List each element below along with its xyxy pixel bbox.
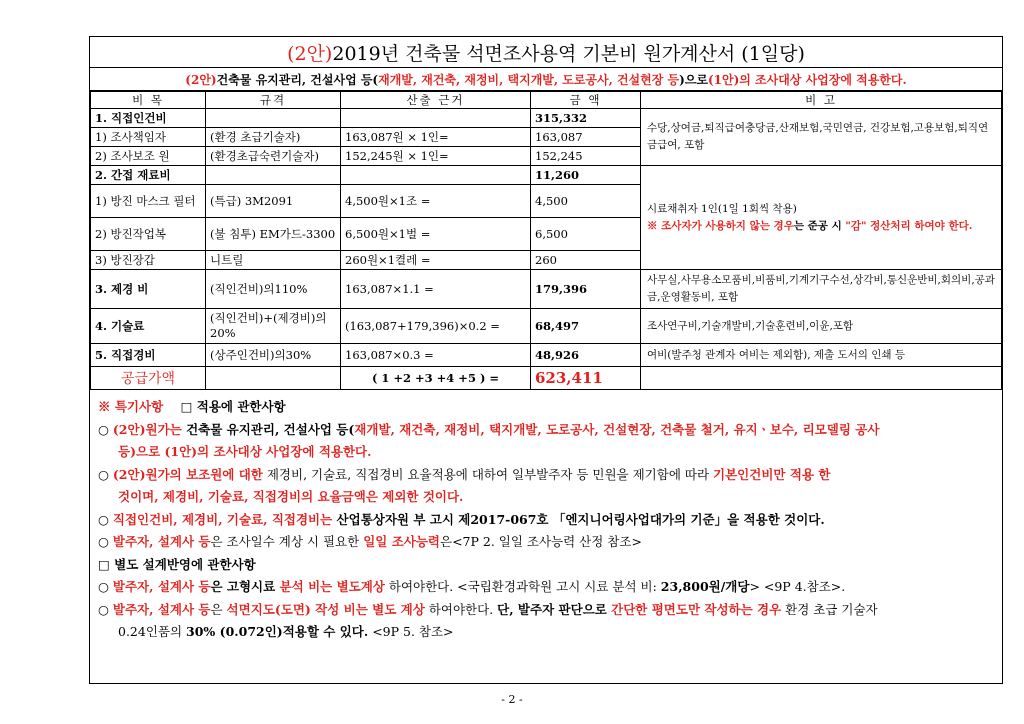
cell-basis [341, 109, 531, 128]
bullet: ○ [98, 534, 113, 549]
note-text: 은 고형시료 [210, 579, 280, 594]
cell-note: 조사연구비,기술개발비,기술훈련비,이윤,포함 [641, 309, 1002, 344]
cell-amount: 48,926 [531, 344, 641, 367]
note-text: 23,800원/개당 [660, 579, 750, 594]
cell-spec: (특급) 3M2091 [206, 185, 341, 218]
application-heading: □ 적용에 관한사항 [180, 399, 286, 414]
note-paragraph [98, 509, 994, 532]
note-emph: "감" 정산처리 하여야 한다. [845, 219, 973, 232]
note-emph: 분석 비는 별도계상 [279, 579, 385, 594]
note-text: <9P 5. 참조> [368, 624, 454, 639]
cell-spec: (환경 초급기술자) [206, 128, 341, 147]
cell-item: 4. 기술료 [91, 309, 206, 344]
note-paragraph-cont: 등)으로 (1안)의 조사대상 사업장에 적용한다. [118, 444, 372, 459]
table-header-row [91, 92, 1002, 109]
cell-basis: 6,500원×1벌 = [341, 218, 531, 251]
cell-item: 1. 직접인건비 [91, 109, 206, 128]
cell-note [641, 367, 1002, 390]
cell-basis: 260원×1켤레 = [341, 251, 531, 270]
col-header-spec: 규격 [206, 92, 341, 109]
bullet: ○ [98, 421, 113, 437]
cell-basis: 163,087원 × 1인= [341, 128, 531, 147]
cell-basis: 163,087×0.3 = [341, 344, 531, 367]
cell-amount: 6,500 [531, 218, 641, 251]
note-text: 단, 발주자 판단으로 [497, 601, 607, 617]
total-row [91, 367, 1002, 390]
note-paragraph-cont [98, 621, 994, 644]
note-emph: 재개발, 재건축, 재정비, 택지개발, 도로공사, 건설현장, 건축물 철거, 유지ㆍ보수, 리모델링 공사 [354, 421, 880, 437]
total-basis: ( 1 +2 +3 +4 +5 ) = [341, 367, 531, 390]
cell-spec: 니트릴 [206, 251, 341, 270]
note-emph: 발주자, 설계사 등 [112, 534, 211, 549]
subtitle-d: )으로 [679, 72, 708, 87]
note-text: 은 조사일수 계상 시 필요한 [210, 534, 364, 549]
table-row [91, 344, 1002, 367]
note-emph: 직접인건비, 제경비, 기술료, 직접경비는 [112, 511, 333, 527]
note-text: > <9P 4.참조>. [749, 579, 846, 594]
cell-note: 수당,상여금,퇴직급여충당금,산재보험,국민연금, 건강보험,고용보험,퇴직연금급여, 포함 [641, 109, 1002, 166]
note-emph: 발주자, 설계사 등 [112, 579, 211, 594]
page-number: - 2 - [501, 693, 523, 706]
bullet: ○ [98, 579, 113, 594]
table-row [91, 109, 1002, 128]
cost-table [90, 91, 1002, 390]
note-paragraph [98, 576, 994, 599]
subtitle-e: (1안)의 조사대상 사업장에 적용한다. [707, 72, 907, 87]
note-paragraph [98, 464, 994, 487]
cell-item: 2) 조사보조 원 [91, 147, 206, 166]
note-paragraph [98, 531, 994, 554]
note-emph: 기본인건비만 적용 한 [713, 466, 831, 482]
cell-item: 2. 간접 재료비 [91, 166, 206, 185]
cell-item: 1) 방진 마스크 필터 [91, 185, 206, 218]
col-header-basis: 산출 근거 [341, 92, 531, 109]
cell-item: 1) 조사책임자 [91, 128, 206, 147]
note-text: 건축물 유지관리, 건설사업 등( [181, 421, 355, 437]
cell-spec: (환경초급숙련기술자) [206, 147, 341, 166]
cell-amount: 163,087 [531, 128, 641, 147]
cell-item: 2) 방진작업복 [91, 218, 206, 251]
note-emph: 발주자, 설계사 등 [112, 601, 211, 617]
note-emph: 간단한 평면도만 작성하는 경우 [606, 601, 782, 617]
separate-design-heading: □ 별도 설계반영에 관한사항 [98, 556, 256, 572]
cell-item: 3. 제경 비 [91, 270, 206, 309]
page-title [90, 37, 1002, 68]
note-emph: (2안)원가의 보조원에 대한 [112, 466, 263, 482]
note-emph: 30% (0.072인)적용할 수 있다. [186, 624, 369, 639]
note-paragraph [98, 599, 994, 622]
note-text: 제경비, 기술료, 직접경비 요율적용에 대하여 일부발주자 등 민원을 제기함에 따라 [262, 466, 714, 482]
cell-amount: 68,497 [531, 309, 641, 344]
col-header-note: 비 고 [641, 92, 1002, 109]
cell-spec [206, 367, 341, 390]
cell-spec [206, 166, 341, 185]
note-text: 0.24인품의 [118, 624, 187, 639]
cell-note [641, 166, 1002, 270]
col-header-item: 비 목 [91, 92, 206, 109]
note-text: 하여야한다. <국립환경과학원 고시 시료 분석 비: [384, 579, 661, 594]
note-emph: (2안)원가는 [112, 421, 182, 437]
subtitle-b: 건축물 유지관리, 건설사업 등( [216, 72, 379, 87]
subtitle [90, 68, 1002, 91]
note-line [647, 218, 995, 235]
cell-basis [341, 166, 531, 185]
cell-item: 5. 직접경비 [91, 344, 206, 367]
bullet: ○ [98, 601, 113, 617]
note-text: 환경 초급 기술자 [781, 601, 878, 617]
special-notes-label: ※ 특기사항 [98, 399, 164, 414]
note-text: 하여야한다. [424, 601, 498, 617]
cell-spec: (불 침투) EM가드-3300 [206, 218, 341, 251]
cell-note: 사무실,사무용소모품비,비품비,기계기구수선,상각비,통신운반비,회의비,공과금,운영활동비, 포함 [641, 270, 1002, 309]
note-line: 시료채취자 1인(1일 1회씩 착용) [647, 202, 797, 215]
cell-basis: 4,500원×1조 = [341, 185, 531, 218]
bullet: ○ [98, 511, 113, 527]
table-row [91, 309, 1002, 344]
note-paragraph [98, 419, 994, 442]
cell-item: 3) 방진장갑 [91, 251, 206, 270]
note-text: 은 [210, 601, 227, 617]
cost-sheet-frame [89, 36, 1003, 684]
cell-amount: 11,260 [531, 166, 641, 185]
bullet: ○ [98, 466, 113, 482]
cell-amount: 152,245 [531, 147, 641, 166]
note-emph: 석면지도(도면) 작성 비는 별도 계상 [226, 601, 425, 617]
note-paragraph-cont: 것이며, 제경비, 기술료, 직접경비의 요율금액은 제외한 것이다. [118, 489, 464, 504]
cell-spec: (직인건비)+(제경비)의20% [206, 309, 341, 344]
total-label: 공급가액 [91, 367, 206, 390]
cell-amount: 315,332 [531, 109, 641, 128]
subtitle-c: 재개발, 재건축, 재정비, 택지개발, 도로공사, 건설현장 등 [378, 72, 680, 87]
table-row [91, 270, 1002, 309]
cell-amount: 179,396 [531, 270, 641, 309]
note-emph: 일일 조사능력 [363, 534, 440, 549]
cell-spec: (상주인건비)의30% [206, 344, 341, 367]
total-amount: 623,411 [531, 367, 641, 390]
cell-basis: 152,245원 × 1인= [341, 147, 531, 166]
note-text: 산업통상자원 부 고시 제2017-067호 「엔지니어링사업대가의 기준」을 적용한 것이다. [332, 511, 825, 527]
cell-basis: (163,087+179,396)×0.2 = [341, 309, 531, 344]
note-emph: ※ 조사자가 사용하지 않는 경우 [647, 219, 794, 232]
note-text: 는 준공 시 [793, 219, 846, 232]
notes-heading [98, 396, 994, 419]
cell-spec [206, 109, 341, 128]
notes-section [90, 390, 1002, 644]
col-header-amount: 금 액 [531, 92, 641, 109]
table-row [91, 166, 1002, 185]
cell-note: 여비(발주청 관계자 여비는 제외함), 제출 도서의 인쇄 등 [641, 344, 1002, 367]
title-main: 2019년 건축물 석면조사용역 기본비 원가계산서 (1일당) [332, 42, 805, 65]
cell-amount: 4,500 [531, 185, 641, 218]
title-prefix: (2안) [287, 42, 333, 65]
cell-spec: (직인건비)의110% [206, 270, 341, 309]
note-text: 은<7P 2. 일일 조사능력 산정 참조> [440, 534, 642, 549]
cell-amount: 260 [531, 251, 641, 270]
subtitle-a: (2안) [185, 72, 217, 87]
cell-basis: 163,087×1.1 = [341, 270, 531, 309]
